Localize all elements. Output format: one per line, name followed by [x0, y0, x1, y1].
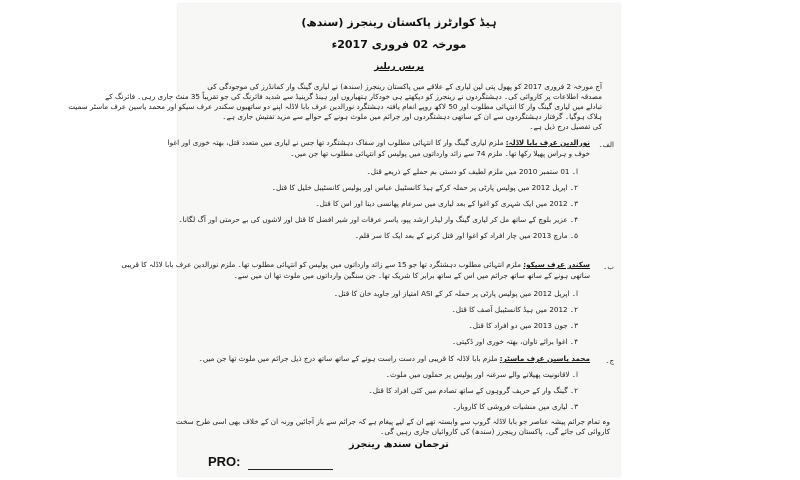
intro-line: ہلاک ہوگیا۔ گرفتار دہشتگردوں سے ان کے ساتھی دہشتگردوں اور جرائم میں ملوث ہونے کے حوالے سے مزید تفتیش جاری ہے۔: [222, 112, 602, 121]
intro-line: مصدقہ اطلاعات پر کاروائی کی۔ دہشتگردوں نے رینجرز کو دیکھتے ہی خودکار ہتھیاروں اور ہینڈ گرینیڈ سے شدید فائرنگ کی جو تقریباً 35 منٹ جاری رہی۔ فائرنگ کے: [105, 92, 602, 101]
list-item: ا۔ لاقانونیت پھیلانے والے سرغنہ اور پولیس پر حملوں میں ملوث۔: [385, 370, 578, 379]
list-item: ۳۔ 2012 میں ایک شہری کو اغوا کے بعد لیاری میں سرعام پھانسی دینا اور اس کا قتل۔: [315, 199, 578, 208]
section-lead: [167, 138, 590, 147]
list-item: ۵۔ مارچ 2013 میں چار افراد کو اغوا اور قتل کرنے کے بعد ایک کا سر قلم۔: [354, 231, 578, 240]
list-item: ۴۔ عزیر بلوچ کے ساتھ مل کر لیاری گینگ وار لیڈر ارشد پپو، یاسر عرفات اور شیر افضل کا قتل اور لاشوں کی بے حرمتی اور آگ لگانا۔: [178, 215, 578, 224]
list-item: ۳۔ جون 2013 میں دو افراد کا قتل۔: [468, 321, 578, 330]
section-lead: [198, 354, 590, 363]
section-marker: الف۔: [598, 141, 614, 149]
signature-line: [248, 469, 333, 470]
document-date: مورخہ 02 فروری 2017ء: [331, 38, 467, 51]
section-heading: محمد یاسین عرف ماسٹر:: [499, 354, 590, 363]
list-item: ا۔ 01 ستمبر 2010 میں ملزم لطیف کو دستی بم حملے کے ذریعے قتل۔: [366, 167, 578, 176]
document-subtitle: پریس ریلیز: [374, 62, 424, 72]
list-item: ۴۔ اغوا برائے تاوان، بھتہ خوری اور ڈکیتی۔: [451, 337, 578, 346]
list-item: ا۔ اپریل 2012 میں پولیس پارٹی پر حملہ کر کے ASI امتیاز اور جاوید خان کا قتل۔: [333, 289, 578, 298]
signature: ترجمان سندھ رینجرز: [349, 439, 449, 450]
list-item: ۲۔ گینگ وار کے حریف گروہوں کے ساتھ تصادم میں کئی افراد کا قتل۔: [368, 386, 578, 395]
section-marker: ج۔: [605, 357, 614, 365]
closing-line: وہ تمام جرائم پیشہ عناصر جو بابا لاڈلہ گروپ سے وابستہ تھے ان کے لیے پیغام ہے کہ جرائم سے باز آجائیں ورنہ ان کے خلاف بھی اسی طرح سخت: [175, 417, 610, 426]
intro-line: تبادلے میں لیاری گینگ وار کا انتہائی مطلوب اور 50 لاکھ روپے انعام یافتہ دہشتگرد نورالدین عرف بابا لاڈلہ اپنے دو ساتھیوں سکندر عرف سیکو اور محمد یاسین عرف ماسٹر سمیت: [68, 102, 602, 111]
section-heading: نورالدین عرف بابا لاڈلہ:: [505, 138, 590, 147]
list-item: ۳۔ لیاری میں منشیات فروشی کا کاروبار۔: [452, 402, 578, 411]
pro-label: PRO:: [208, 454, 241, 469]
closing-line: کاروائی کی جائے گی۔ پاکستان رینجرز (سندھ) کی کاروائیاں جاری رہیں گی۔: [380, 427, 610, 436]
section-lead-text: ملزم لیاری گینگ وار کا انتہائی مطلوب اور سفاک دہشتگرد تھا جس نے لیاری میں متعدد قتل، بھتہ خوری اور اغوا: [167, 138, 504, 147]
section-lead: ساتھی ہونے کے ساتھ ساتھ جرائم میں اس کے ساتھ برابر کا شریک تھا۔ جن سنگین وارداتوں میں ملوث تھا ان میں سے۔: [233, 271, 590, 280]
intro-line: کی تفصیل درج ذیل ہے۔: [529, 122, 602, 131]
list-item: ۲۔ اپریل 2012 میں پولیس پارٹی پر حملہ کرکے ہیڈ کانسٹیبل عباس اور پولیس کانسٹیبل خلیل کا قتل۔: [271, 183, 578, 192]
section-heading: سکندر عرف سیکو:: [523, 260, 590, 269]
document-title: ہیڈ کوارٹرز پاکستان رینجرز (سندھ): [301, 16, 497, 29]
section-marker: ب۔: [603, 263, 614, 271]
section-lead: [121, 260, 590, 269]
section-lead-text: ملزم بابا لاڈلہ کا قریبی اور دست راست ہونے کے ساتھ ساتھ درج ذیل جرائم میں ملوث تھا جن میں۔: [198, 354, 498, 363]
list-item: ۲۔ 2012 میں ہیڈ کانسٹیبل آصف کا قتل۔: [451, 305, 578, 314]
intro-line: آج مورخہ 2 فروری 2017 کو پھول پتی لین لیاری کے علاقے میں پاکستان رینجرز (سندھ) نے لیاری گینگ وار کمانڈرز کی موجودگی کی: [207, 82, 602, 91]
section-lead: خوف و ہراس پھیلا رکھا تھا۔ ملزم 74 سے زائد وارداتوں میں پولیس کو انتہائی مطلوب تھا جن میں۔: [290, 149, 590, 158]
document-page: [68, 4, 620, 476]
section-lead-text: ملزم انتہائی مطلوب دہشتگرد تھا جو 15 سے زائد وارداتوں میں پولیس کو انتہائی مطلوب تھا۔ ملزم نورالدین عرف بابا لاڈلہ کا قریبی: [121, 260, 521, 269]
